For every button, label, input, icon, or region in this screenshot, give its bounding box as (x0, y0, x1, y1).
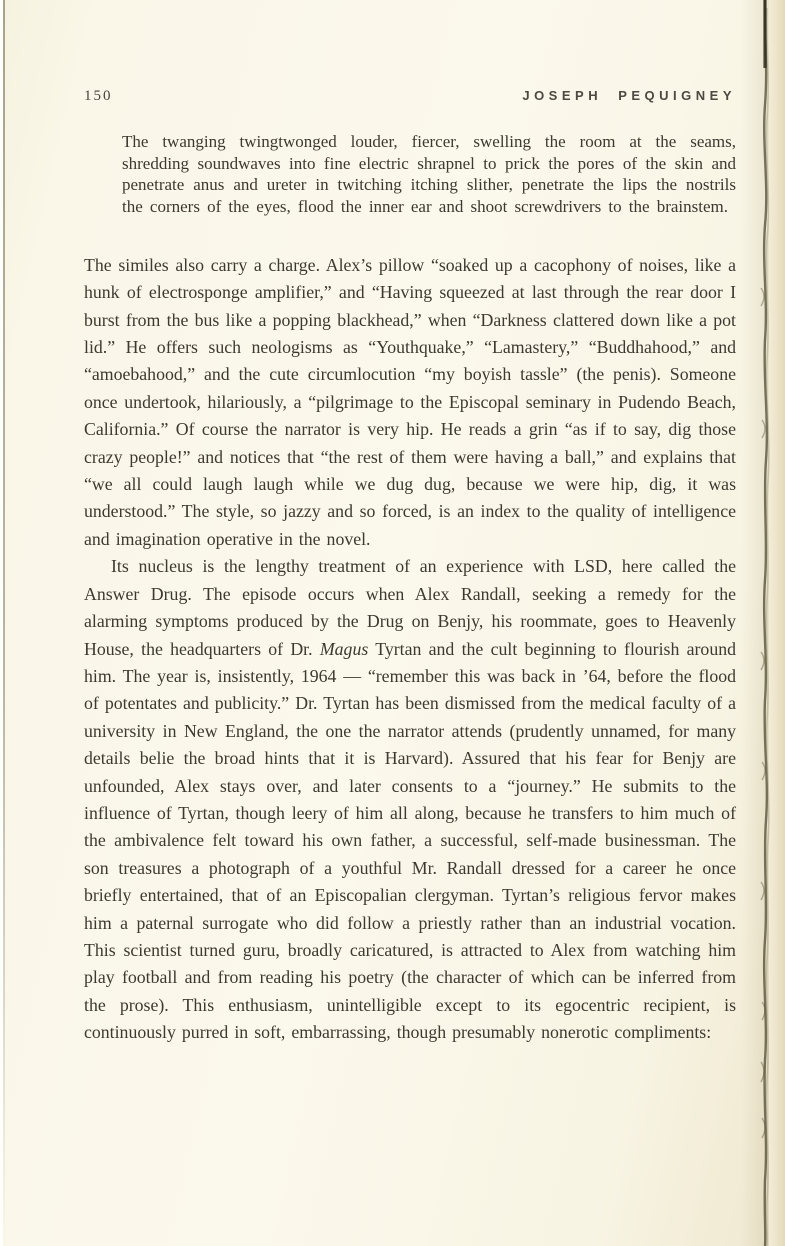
body-text: Its nucleus is the lengthy treatment of an experience with LSD, here called the Answer Drug. The episode occurs when Alex Randall, seeking a remedy for the alarming symptoms produced by the Drug on Benjy, his roommate, goes to Heavenly House, the headquarters of Dr. (84, 556, 736, 659)
paragraph (84, 252, 736, 553)
page-content (84, 131, 736, 1047)
body-text: The similes also carry a charge. Alex’s pillow “soaked up a cacophony of noises, like a hunk of electrosponge amplifier,” and “Having squeezed at last through the rear door I burst from the bus like a popping blackhead,” when “Darkness clattered down like a pot lid.” He offers such neologisms as “Youthquake,” “Lamastery,” “Buddhahood,” and “amoebahood,” and the cute circumlocution “my boyish tassle” (the penis). Someone once undertook, hilariously, a “pilgrimage to the Episcopal seminary in Pudendo Beach, California.” Of course the narrator is very hip. He reads a grin “as if to say, dig those crazy people!” and notices that “the rest of them were having a ball,” and explains that “we all could laugh laugh while we dug dug, because we were hip, dig, it was understood.” The style, so jazzy and so forced, is an index to the quality of intelligence and imagination operative in the novel. (84, 254, 736, 549)
block-quote: The twanging twingtwonged louder, fiercer, swelling the room at the seams, shredding soundwaves into fine electric shrapnel to prick the pores of the skin and penetrate anus and ureter in twitching itching slither, penetrate the lips the nostrils the corners of the eyes, flood the inner ear and shoot screwdrivers to the brainstem. (122, 132, 736, 217)
paragraph (84, 553, 736, 1046)
running-head: JOSEPH PEQUIGNEY (522, 88, 736, 103)
body-paragraphs (84, 252, 736, 1047)
page-binding-edge (3, 0, 5, 1246)
body-text: Tyrtan and the cult beginning to flourish around him. The year is, insistently, 1964 — “remember this was back in ’64, before the flood of potentates and publicity.” Dr. Tyrtan has been dismissed from the medical faculty of a university in New England, the one the narrator attends (prudently unnamed, for many details belie the broad hints that it is Harvard). Assured that his fear for Benjy are unfounded, Alex stays over, and later consents to a “journey.” He submits to the influence of Tyrtan, though leery of him all along, because he transfers to him much of the ambivalence felt toward his own father, a successful, self-made businessman. The son treasures a photograph of a youthful Mr. Randall dressed for a career he once briefly entertained, that of an Episcopalian clergyman. Tyrtan’s religious fervor makes him a paternal surrogate who did follow a priestly rather than an industrial vocation. This scientist turned guru, broadly caricatured, is attracted to Alex from watching him play football and from reading his poetry (the character of which can be inferred from the prose). This enthusiasm, unintelligible except to its egocentric recipient, is continuously purred in soft, embarrassing, though presumably nonerotic compliments: (84, 638, 736, 1043)
page-number: 150 (84, 88, 113, 104)
italic-text: Magus (319, 638, 369, 659)
page-edge-texture (751, 0, 785, 1246)
page-header (84, 88, 736, 105)
